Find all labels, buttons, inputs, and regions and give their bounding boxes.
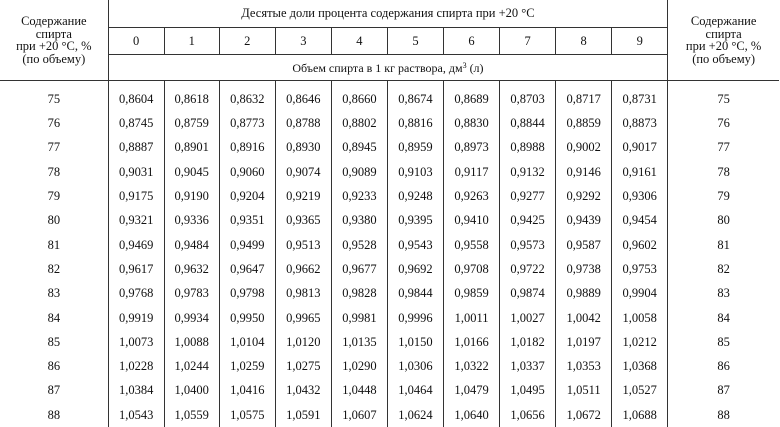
percent-cell: 78 [668, 160, 779, 184]
percent-cell: 82 [668, 257, 779, 281]
value-cell: 0,9632 [164, 257, 219, 281]
value-cell: 0,9738 [556, 257, 612, 281]
value-cell: 0,8887 [108, 136, 164, 160]
value-cell: 0,9219 [275, 184, 331, 208]
digit-header: 6 [444, 28, 500, 55]
value-cell: 0,8988 [500, 136, 556, 160]
value-cell: 1,0384 [108, 379, 164, 403]
value-cell: 0,9336 [164, 208, 219, 232]
table-row [0, 184, 779, 208]
value-cell: 0,9292 [556, 184, 612, 208]
value-cell: 0,8945 [331, 136, 387, 160]
value-cell: 0,9558 [444, 233, 500, 257]
value-cell: 1,0058 [612, 306, 668, 330]
value-cell: 1,0368 [612, 354, 668, 378]
digit-header: 2 [219, 28, 275, 55]
value-cell: 0,9965 [275, 306, 331, 330]
value-cell: 1,0511 [556, 379, 612, 403]
table-row [0, 160, 779, 184]
value-cell: 0,8859 [556, 111, 612, 135]
table-row [0, 208, 779, 232]
value-cell: 1,0416 [219, 379, 275, 403]
percent-cell: 76 [668, 111, 779, 135]
value-cell: 0,9768 [108, 281, 164, 305]
value-cell: 0,9175 [108, 184, 164, 208]
digit-header: 3 [275, 28, 331, 55]
value-cell: 1,0575 [219, 403, 275, 427]
table-row [0, 233, 779, 257]
value-cell: 0,8717 [556, 81, 612, 112]
value-cell: 0,9647 [219, 257, 275, 281]
value-cell: 0,9117 [444, 160, 500, 184]
value-cell: 1,0306 [387, 354, 443, 378]
value-cell: 0,9277 [500, 184, 556, 208]
value-cell: 0,9783 [164, 281, 219, 305]
value-cell: 1,0640 [444, 403, 500, 427]
value-cell: 1,0150 [387, 330, 443, 354]
percent-cell: 79 [0, 184, 108, 208]
percent-cell: 85 [0, 330, 108, 354]
value-cell: 0,9089 [331, 160, 387, 184]
value-cell: 1,0027 [500, 306, 556, 330]
value-cell: 0,9798 [219, 281, 275, 305]
value-cell: 0,9365 [275, 208, 331, 232]
value-cell: 0,9677 [331, 257, 387, 281]
left-header [0, 0, 108, 81]
value-cell: 1,0259 [219, 354, 275, 378]
percent-cell: 84 [0, 306, 108, 330]
value-cell: 0,9919 [108, 306, 164, 330]
value-cell: 1,0479 [444, 379, 500, 403]
value-cell: 1,0688 [612, 403, 668, 427]
value-cell: 1,0290 [331, 354, 387, 378]
value-cell: 0,8660 [331, 81, 387, 112]
value-cell: 0,9380 [331, 208, 387, 232]
digit-header: 8 [556, 28, 612, 55]
value-cell: 1,0275 [275, 354, 331, 378]
value-cell: 1,0591 [275, 403, 331, 427]
value-cell: 0,8788 [275, 111, 331, 135]
percent-cell: 77 [668, 136, 779, 160]
value-cell: 0,9859 [444, 281, 500, 305]
table-row [0, 379, 779, 403]
digit-header: 4 [331, 28, 387, 55]
subheader-unit: (л) [467, 61, 484, 75]
value-cell: 0,8973 [444, 136, 500, 160]
value-cell: 0,8646 [275, 81, 331, 112]
right-header-line: (по объему) [692, 52, 755, 66]
percent-cell: 79 [668, 184, 779, 208]
value-cell: 0,8916 [219, 136, 275, 160]
top-header: Десятые доли процента содержания спирта при +20 °С [108, 0, 668, 28]
value-cell: 0,8844 [500, 111, 556, 135]
value-cell: 0,9813 [275, 281, 331, 305]
value-cell: 0,9587 [556, 233, 612, 257]
value-cell: 0,9499 [219, 233, 275, 257]
value-cell: 1,0624 [387, 403, 443, 427]
digit-header: 1 [164, 28, 219, 55]
left-header-line: спирта [36, 27, 72, 41]
value-cell: 1,0322 [444, 354, 500, 378]
value-cell: 0,9904 [612, 281, 668, 305]
value-cell: 0,9844 [387, 281, 443, 305]
value-cell: 0,8873 [612, 111, 668, 135]
left-header-line: (по объему) [22, 52, 85, 66]
value-cell: 0,8689 [444, 81, 500, 112]
value-cell: 0,9513 [275, 233, 331, 257]
value-cell: 0,9103 [387, 160, 443, 184]
percent-cell: 76 [0, 111, 108, 135]
value-cell: 1,0448 [331, 379, 387, 403]
value-cell: 1,0120 [275, 330, 331, 354]
value-cell: 0,9828 [331, 281, 387, 305]
percent-cell: 75 [0, 81, 108, 112]
digit-header: 9 [612, 28, 668, 55]
value-cell: 0,9248 [387, 184, 443, 208]
value-cell: 0,8901 [164, 136, 219, 160]
value-cell: 0,8773 [219, 111, 275, 135]
table-row [0, 257, 779, 281]
table-row [0, 306, 779, 330]
value-cell: 0,8674 [387, 81, 443, 112]
value-cell: 0,9002 [556, 136, 612, 160]
value-cell: 1,0353 [556, 354, 612, 378]
percent-cell: 87 [0, 379, 108, 403]
left-header-line: при +20 °С, % [16, 39, 91, 53]
subheader-superscript: 3 [463, 61, 467, 70]
value-cell: 0,9395 [387, 208, 443, 232]
value-cell: 0,9321 [108, 208, 164, 232]
value-cell: 0,8618 [164, 81, 219, 112]
value-cell: 0,8632 [219, 81, 275, 112]
value-cell: 1,0656 [500, 403, 556, 427]
table-row [0, 111, 779, 135]
value-cell: 0,9874 [500, 281, 556, 305]
percent-cell: 85 [668, 330, 779, 354]
value-cell: 1,0244 [164, 354, 219, 378]
value-cell: 1,0182 [500, 330, 556, 354]
digit-header: 5 [387, 28, 443, 55]
subheader-text: Объем спирта в 1 кг раствора, дм [292, 61, 462, 75]
value-cell: 1,0135 [331, 330, 387, 354]
value-cell: 0,9889 [556, 281, 612, 305]
table-row [0, 81, 779, 112]
value-cell: 1,0559 [164, 403, 219, 427]
value-cell: 1,0464 [387, 379, 443, 403]
value-cell: 1,0543 [108, 403, 164, 427]
percent-cell: 78 [0, 160, 108, 184]
value-cell: 0,8930 [275, 136, 331, 160]
percent-cell: 83 [0, 281, 108, 305]
percent-cell: 83 [668, 281, 779, 305]
value-cell: 0,9996 [387, 306, 443, 330]
value-cell: 0,9233 [331, 184, 387, 208]
value-cell: 0,9190 [164, 184, 219, 208]
value-cell: 0,9439 [556, 208, 612, 232]
percent-cell: 88 [0, 403, 108, 427]
value-cell: 0,9753 [612, 257, 668, 281]
value-cell: 0,9146 [556, 160, 612, 184]
table-row [0, 330, 779, 354]
digit-header: 0 [108, 28, 164, 55]
value-cell: 0,8703 [500, 81, 556, 112]
value-cell: 0,9031 [108, 160, 164, 184]
value-cell: 0,9351 [219, 208, 275, 232]
value-cell: 0,9617 [108, 257, 164, 281]
subheader [108, 55, 668, 81]
value-cell: 1,0088 [164, 330, 219, 354]
value-cell: 0,8802 [331, 111, 387, 135]
value-cell: 0,8731 [612, 81, 668, 112]
percent-cell: 81 [668, 233, 779, 257]
value-cell: 1,0042 [556, 306, 612, 330]
value-cell: 0,9204 [219, 184, 275, 208]
value-cell: 0,8604 [108, 81, 164, 112]
percent-cell: 75 [668, 81, 779, 112]
percent-cell: 88 [668, 403, 779, 427]
table-row [0, 354, 779, 378]
value-cell: 0,9161 [612, 160, 668, 184]
value-cell: 0,9306 [612, 184, 668, 208]
value-cell: 0,9132 [500, 160, 556, 184]
value-cell: 1,0527 [612, 379, 668, 403]
value-cell: 0,8816 [387, 111, 443, 135]
percent-cell: 80 [0, 208, 108, 232]
right-header-line: при +20 °С, % [686, 39, 761, 53]
value-cell: 0,9263 [444, 184, 500, 208]
value-cell: 1,0672 [556, 403, 612, 427]
value-cell: 0,9934 [164, 306, 219, 330]
value-cell: 0,8759 [164, 111, 219, 135]
value-cell: 1,0073 [108, 330, 164, 354]
value-cell: 0,9074 [275, 160, 331, 184]
value-cell: 0,9950 [219, 306, 275, 330]
value-cell: 1,0228 [108, 354, 164, 378]
value-cell: 0,9045 [164, 160, 219, 184]
value-cell: 0,9573 [500, 233, 556, 257]
value-cell: 0,9017 [612, 136, 668, 160]
percent-cell: 81 [0, 233, 108, 257]
value-cell: 0,9454 [612, 208, 668, 232]
percent-cell: 86 [668, 354, 779, 378]
value-cell: 1,0212 [612, 330, 668, 354]
value-cell: 0,9543 [387, 233, 443, 257]
value-cell: 1,0011 [444, 306, 500, 330]
right-header [668, 0, 779, 81]
value-cell: 0,9722 [500, 257, 556, 281]
value-cell: 0,9060 [219, 160, 275, 184]
value-cell: 0,9410 [444, 208, 500, 232]
table-body [0, 81, 779, 427]
value-cell: 0,9708 [444, 257, 500, 281]
value-cell: 0,8959 [387, 136, 443, 160]
table-row [0, 136, 779, 160]
right-header-line: Содержание [691, 14, 757, 28]
value-cell: 0,8830 [444, 111, 500, 135]
value-cell: 0,8745 [108, 111, 164, 135]
value-cell: 0,9662 [275, 257, 331, 281]
value-cell: 1,0337 [500, 354, 556, 378]
value-cell: 0,9425 [500, 208, 556, 232]
right-header-line: спирта [706, 27, 742, 41]
value-cell: 0,9981 [331, 306, 387, 330]
percent-cell: 86 [0, 354, 108, 378]
table-row [0, 403, 779, 427]
value-cell: 1,0495 [500, 379, 556, 403]
value-cell: 0,9602 [612, 233, 668, 257]
value-cell: 1,0197 [556, 330, 612, 354]
table-row [0, 281, 779, 305]
value-cell: 1,0166 [444, 330, 500, 354]
value-cell: 0,9528 [331, 233, 387, 257]
left-header-line: Содержание [21, 14, 87, 28]
value-cell: 0,9469 [108, 233, 164, 257]
value-cell: 0,9484 [164, 233, 219, 257]
percent-cell: 80 [668, 208, 779, 232]
percent-cell: 87 [668, 379, 779, 403]
value-cell: 1,0400 [164, 379, 219, 403]
percent-cell: 84 [668, 306, 779, 330]
value-cell: 1,0104 [219, 330, 275, 354]
value-cell: 0,9692 [387, 257, 443, 281]
percent-cell: 82 [0, 257, 108, 281]
value-cell: 1,0432 [275, 379, 331, 403]
percent-cell: 77 [0, 136, 108, 160]
value-cell: 1,0607 [331, 403, 387, 427]
digit-header: 7 [500, 28, 556, 55]
